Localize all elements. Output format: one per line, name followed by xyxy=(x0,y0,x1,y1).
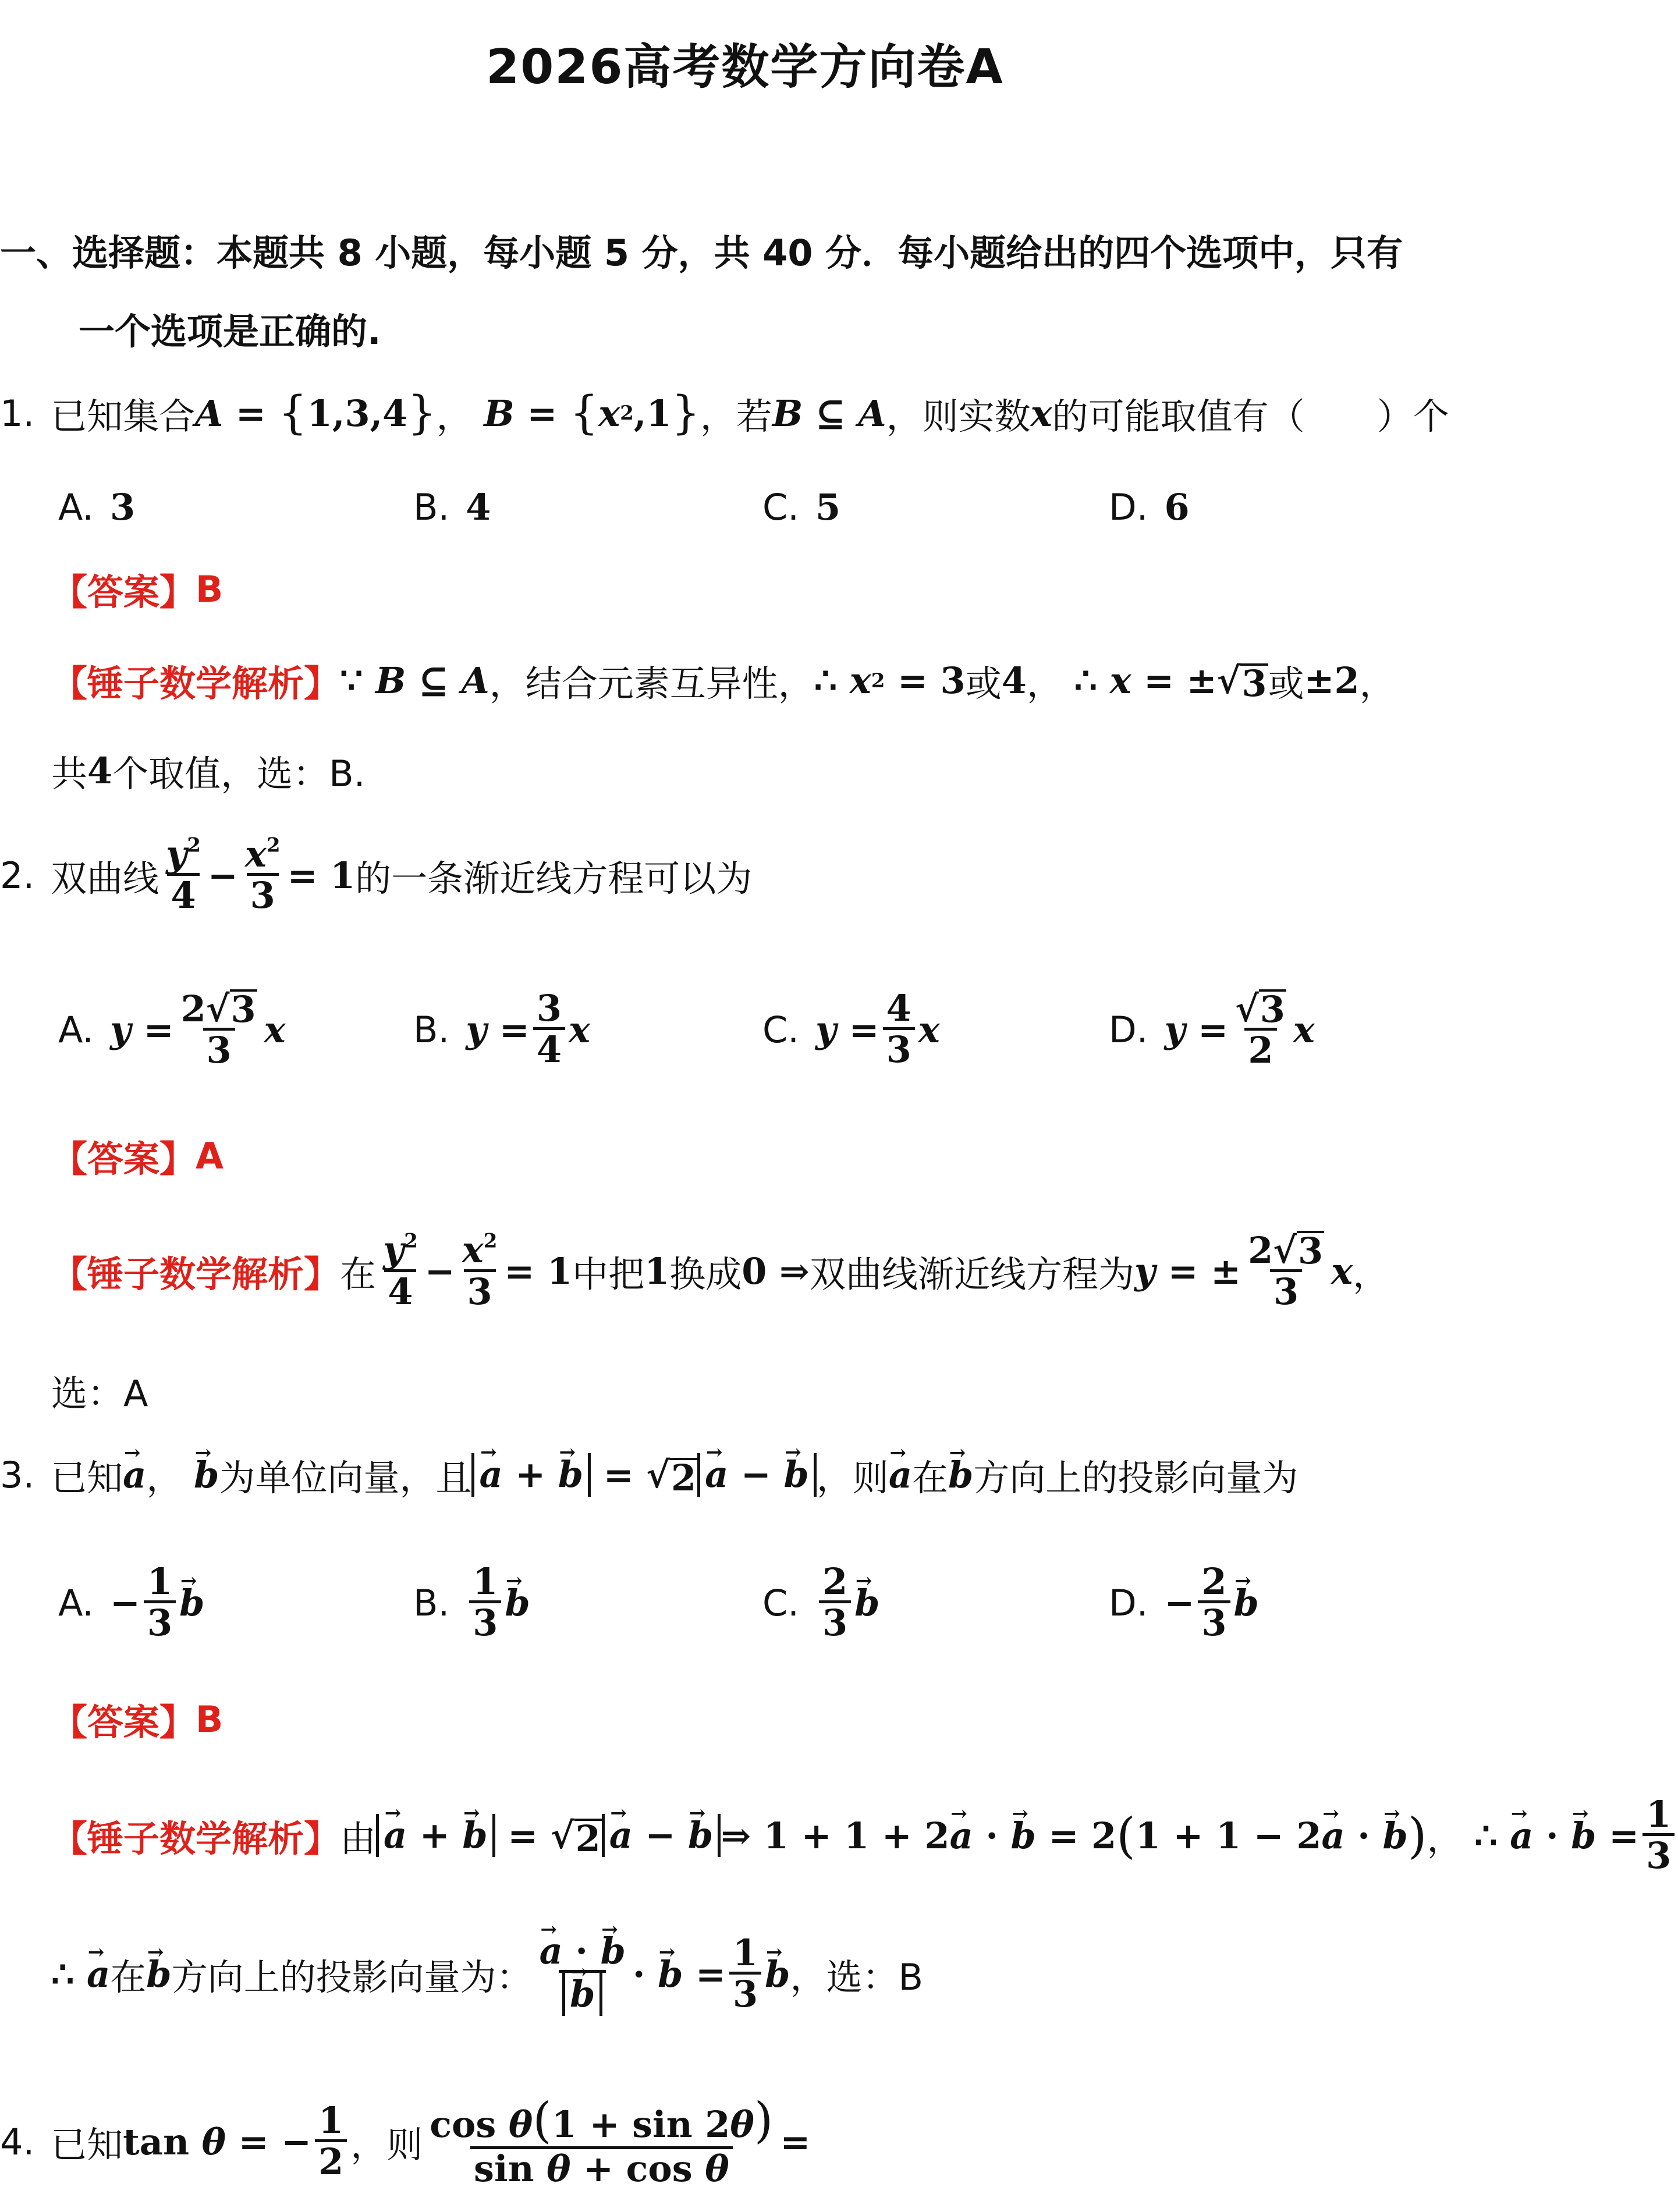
solution-3-line1: 【锤子数学解析】 由 → a + → b = √ 2 → a − → b ⇒ 1 + 1 + 2 → a · → b = 2 ( 1 + 1 − 2 → a · → b ) ， ∴ → a · → b = $\frac{1}{3}$ xyxy=(51,1795,1678,1876)
solution-1-line2: 共 4 个取值，选：B. xyxy=(51,750,366,795)
section-heading-line1: 一、选择题：本题共 8 小题，每小题 5 分，共 40 分．每小题给出的四个选项中，只有 xyxy=(0,232,1403,274)
answer-line: 【答案】 A xyxy=(51,1135,224,1180)
option-c[interactable]: C. $\frac{2}{3}$ → b xyxy=(762,1563,880,1643)
option-d[interactable]: D. − $\frac{2}{3}$ → b xyxy=(1109,1563,1259,1643)
option-d[interactable]: D. 6 xyxy=(1109,486,1190,528)
option-a[interactable]: A. 3 xyxy=(58,486,136,528)
option-b[interactable]: B. 4 xyxy=(413,486,491,528)
option-b[interactable]: B. $\frac{1}{3}$ → b xyxy=(413,1563,530,1643)
question-text: 已知集合 xyxy=(51,395,196,438)
option-a[interactable]: A. y = 2 √ 3 3 x xyxy=(58,987,286,1071)
question-4-stem: 4. 已知 tan θ = − $\frac{1}{2}$ ，则 $\frac{\text{cos θ(1 + sin 2θ)}}{\text{sin θ + cos θ}}$ = xyxy=(0,2092,811,2190)
solution-3-line2: ∴ → a 在 → b 方向上的投影向量为： → a · → b → b · → b = $\frac{1}{3}$ → b ，选：B xyxy=(51,1932,923,2016)
option-c[interactable]: C. y = $\frac{4}{3}$ x xyxy=(762,987,940,1071)
option-b[interactable]: B. y = $\frac{3}{4}$ x xyxy=(413,987,590,1071)
option-a[interactable]: A. − $\frac{1}{3}$ → b xyxy=(58,1563,204,1643)
section-heading-line2: 一个选项是正确的. xyxy=(79,310,381,353)
solution-2-line2: 选：A xyxy=(51,1372,148,1415)
option-d[interactable]: D. y = √ 3 2 x xyxy=(1109,987,1315,1071)
option-c[interactable]: C. 5 xyxy=(762,486,841,528)
solution-1-line1: 【锤子数学解析】 ∵ B ⊆ A ，结合元素互异性， ∴ x 2 = 3 或 4 ， ∴ x = ± √ 3 或 ±2 ， xyxy=(51,659,1396,705)
question-1-stem: 1. 已知集合 A = { 1,3,4 } ， B = { x 2 ,1 } ，若 B ⊆ A ，则实数 x 的可能取值有（ ）个 xyxy=(0,387,1449,439)
question-2-stem: 2. 双曲线 $\frac{y^2}{4}$ − $\frac{x^2}{3}$ = 1 的一条渐近线方程可以为 xyxy=(0,833,753,917)
answer-line: 【答案】 B xyxy=(51,1698,224,1744)
page-title: 2026高考数学方向卷A xyxy=(486,40,1004,95)
question-number: 1. xyxy=(0,392,35,435)
solution-2-line1: 【锤子数学解析】 在 $\frac{y^2}{4}$ − $\frac{x^2}{3}$ = 1 中把 1 换成 0 ⇒ 双曲线渐近线方程为 y = ± 2 √ 3 3 x ， xyxy=(51,1229,1389,1313)
answer-line: 【答案】 B xyxy=(51,568,224,613)
question-3-stem: 3. 已知 → a ， → b 为单位向量，且 → a + → b = √ 2 → a − → b ，则 → a 在 → b 方向上的投影向量为 xyxy=(0,1449,1298,1501)
